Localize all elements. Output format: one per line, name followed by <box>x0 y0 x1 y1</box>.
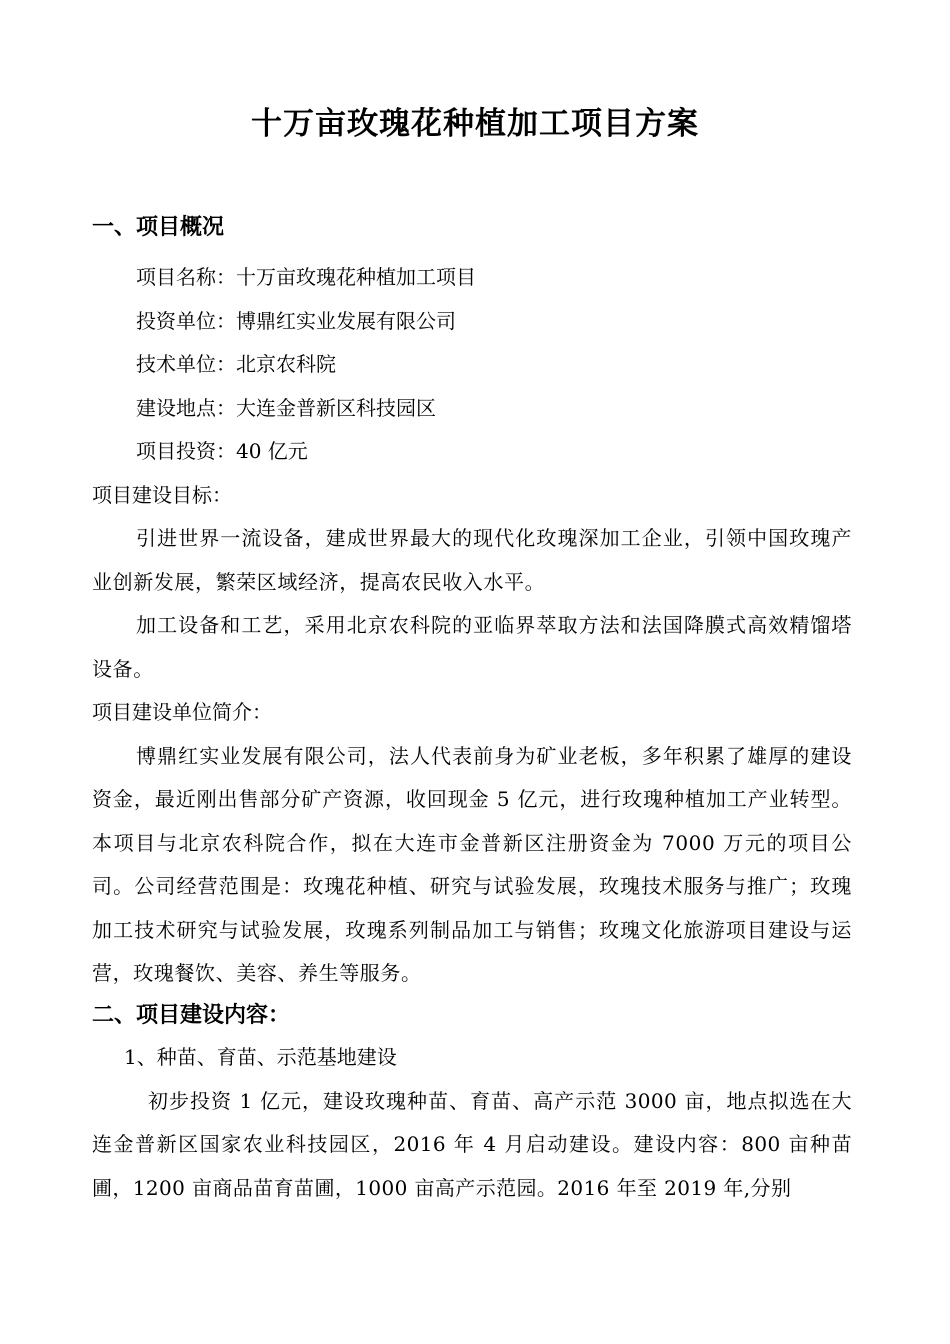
info-label: 建设地点： <box>136 395 236 420</box>
info-value: 十万亩玫瑰花种植加工项目 <box>236 265 476 289</box>
goal-paragraph: 引进世界一流设备，建成世界最大的现代化玫瑰深加工企业，引领中国玫瑰产业创新发展，繁荣区域经济，提高农民收入水平。 <box>92 526 852 594</box>
item-paragraph-nursery: 初步投资 1 亿元，建设玫瑰种苗、育苗、高产示范 3000 亩，地点拟选在大连金普新区国家农业科技园区，2016 年 4 月启动建设。建设内容：800 亩种苗圃，1200 亩商品苗育苗圃，1000 亩高产示范园。2016 年至 2019 年,分别 <box>92 1088 852 1200</box>
info-value: 大连金普新区科技园区 <box>236 395 436 420</box>
construction-content <box>92 1036 852 1210</box>
process-paragraph: 加工设备和工艺，采用北京农科院的亚临界萃取方法和法国降膜式高效精馏塔设备。 <box>92 613 852 681</box>
section-heading-construction: 二、项目建设内容： <box>92 1003 291 1028</box>
project-overview <box>92 256 852 996</box>
unit-intro-paragraph: 博鼎红实业发展有限公司，法人代表前身为矿业老板，多年积累了雄厚的建设资金，最近刚出售部分矿产资源，收回现金 5 亿元，进行玫瑰种植加工产业转型。本项目与北京农科院合作，拟在大连市金普新区注册资金为 7000 万元的项目公司。公司经营范围是：玫瑰花种植、研究与试验发展，玫瑰技术服务与推广；玫瑰加工技术研究与试验发展，玫瑰系列制品加工与销售；玫瑰文化旅游项目建设与运营，玫瑰餐饮、美容、养生等服务。 <box>92 743 852 985</box>
document-title: 十万亩玫瑰花种植加工项目方案 <box>251 106 699 142</box>
unit-intro-label: 项目建设单位简介： <box>92 700 272 724</box>
item-title-nursery: 1、种苗、育苗、示范基地建设 <box>124 1045 397 1069</box>
info-value: 40 亿元 <box>236 439 308 463</box>
info-line-investor <box>92 300 852 344</box>
info-line-project-name <box>92 256 852 300</box>
info-value: 北京农科院 <box>236 352 336 376</box>
section-heading-overview: 一、项目概况 <box>92 215 225 240</box>
info-label: 投资单位： <box>136 308 236 333</box>
goal-label: 项目建设目标： <box>92 482 232 507</box>
info-line-location <box>92 387 852 431</box>
info-value: 博鼎红实业发展有限公司 <box>236 308 456 333</box>
info-label: 项目投资： <box>136 439 236 463</box>
info-line-investment <box>92 430 852 474</box>
info-line-technical-unit <box>92 343 852 387</box>
info-label: 项目名称： <box>136 265 236 289</box>
info-label: 技术单位： <box>136 352 236 376</box>
